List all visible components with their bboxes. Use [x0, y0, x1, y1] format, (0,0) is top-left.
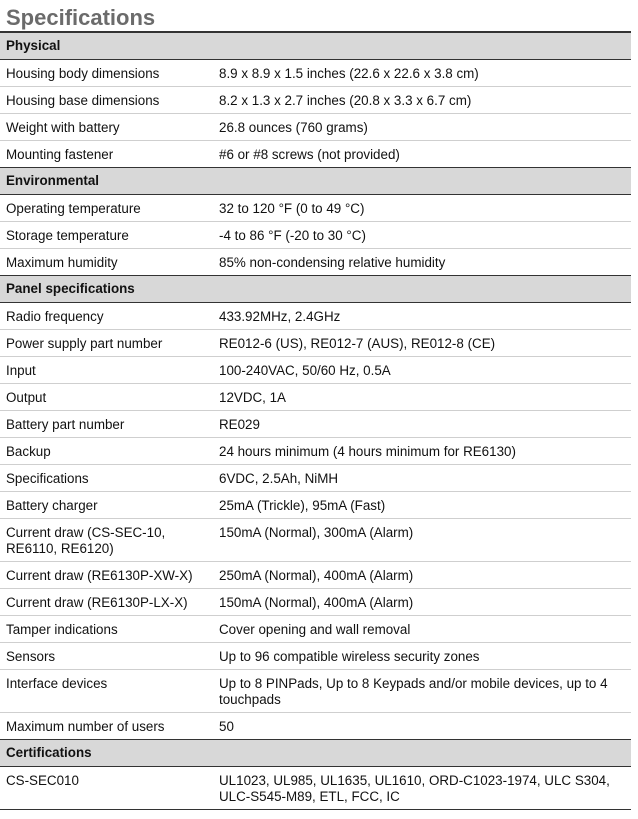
- page-title: Specifications: [0, 0, 631, 32]
- spec-value: 25mA (Trickle), 95mA (Fast): [213, 492, 631, 519]
- section-header-row: [0, 740, 631, 767]
- spec-label: Current draw (RE6130P-LX-X): [0, 589, 213, 616]
- spec-label: Input: [0, 357, 213, 384]
- specifications-table-body: [0, 33, 631, 810]
- table-row: [0, 670, 631, 713]
- table-row: [0, 616, 631, 643]
- table-row: [0, 713, 631, 740]
- spec-label: Tamper indications: [0, 616, 213, 643]
- section-heading: Environmental: [0, 168, 631, 195]
- spec-label: Output: [0, 384, 213, 411]
- spec-label: CS-SEC010: [0, 767, 213, 810]
- table-row: [0, 87, 631, 114]
- spec-label: Maximum humidity: [0, 249, 213, 276]
- spec-label: Storage temperature: [0, 222, 213, 249]
- spec-label: Mounting fastener: [0, 141, 213, 168]
- table-row: [0, 492, 631, 519]
- section-heading: Panel specifications: [0, 276, 631, 303]
- table-row: [0, 384, 631, 411]
- table-row: [0, 60, 631, 87]
- spec-label: Power supply part number: [0, 330, 213, 357]
- section-header-row: [0, 276, 631, 303]
- spec-value: 6VDC, 2.5Ah, NiMH: [213, 465, 631, 492]
- spec-label: Operating temperature: [0, 195, 213, 222]
- spec-label: Current draw (RE6130P-XW-X): [0, 562, 213, 589]
- table-row: [0, 438, 631, 465]
- spec-label: Radio frequency: [0, 303, 213, 330]
- spec-value: 24 hours minimum (4 hours minimum for RE6130): [213, 438, 631, 465]
- spec-label: Battery charger: [0, 492, 213, 519]
- spec-value: 150mA (Normal), 400mA (Alarm): [213, 589, 631, 616]
- table-row: [0, 562, 631, 589]
- spec-value: 100-240VAC, 50/60 Hz, 0.5A: [213, 357, 631, 384]
- table-row: [0, 141, 631, 168]
- spec-label: Housing base dimensions: [0, 87, 213, 114]
- section-heading: Physical: [0, 33, 631, 60]
- spec-label: Specifications: [0, 465, 213, 492]
- spec-label: Housing body dimensions: [0, 60, 213, 87]
- spec-value: 50: [213, 713, 631, 740]
- spec-label: Backup: [0, 438, 213, 465]
- spec-value: Up to 96 compatible wireless security zones: [213, 643, 631, 670]
- table-row: [0, 589, 631, 616]
- spec-value: RE029: [213, 411, 631, 438]
- table-row: [0, 465, 631, 492]
- spec-value: 12VDC, 1A: [213, 384, 631, 411]
- spec-label: Current draw (CS-SEC-10, RE6110, RE6120): [0, 519, 213, 562]
- spec-value: UL1023, UL985, UL1635, UL1610, ORD-C1023-1974, ULC S304, ULC-S545-M89, ETL, FCC, IC: [213, 767, 631, 810]
- table-row: [0, 411, 631, 438]
- table-row: [0, 195, 631, 222]
- spec-value: Up to 8 PINPads, Up to 8 Keypads and/or mobile devices, up to 4 touchpads: [213, 670, 631, 713]
- table-row: [0, 330, 631, 357]
- spec-value: #6 or #8 screws (not provided): [213, 141, 631, 168]
- spec-value: 26.8 ounces (760 grams): [213, 114, 631, 141]
- spec-label: Sensors: [0, 643, 213, 670]
- spec-label: Weight with battery: [0, 114, 213, 141]
- specifications-table: [0, 32, 631, 810]
- section-heading: Certifications: [0, 740, 631, 767]
- table-row: [0, 357, 631, 384]
- spec-label: Interface devices: [0, 670, 213, 713]
- table-row: [0, 643, 631, 670]
- spec-value: 250mA (Normal), 400mA (Alarm): [213, 562, 631, 589]
- spec-value: -4 to 86 °F (-20 to 30 °C): [213, 222, 631, 249]
- spec-value: 8.9 x 8.9 x 1.5 inches (22.6 x 22.6 x 3.8 cm): [213, 60, 631, 87]
- spec-value: 32 to 120 °F (0 to 49 °C): [213, 195, 631, 222]
- section-header-row: [0, 168, 631, 195]
- table-row: [0, 249, 631, 276]
- table-row: [0, 767, 631, 810]
- spec-value: 8.2 x 1.3 x 2.7 inches (20.8 x 3.3 x 6.7 cm): [213, 87, 631, 114]
- table-row: [0, 519, 631, 562]
- spec-label: Battery part number: [0, 411, 213, 438]
- spec-value: RE012-6 (US), RE012-7 (AUS), RE012-8 (CE): [213, 330, 631, 357]
- spec-value: 150mA (Normal), 300mA (Alarm): [213, 519, 631, 562]
- spec-value: 433.92MHz, 2.4GHz: [213, 303, 631, 330]
- table-row: [0, 222, 631, 249]
- section-header-row: [0, 33, 631, 60]
- spec-value: 85% non-condensing relative humidity: [213, 249, 631, 276]
- table-row: [0, 114, 631, 141]
- spec-label: Maximum number of users: [0, 713, 213, 740]
- spec-value: Cover opening and wall removal: [213, 616, 631, 643]
- table-row: [0, 303, 631, 330]
